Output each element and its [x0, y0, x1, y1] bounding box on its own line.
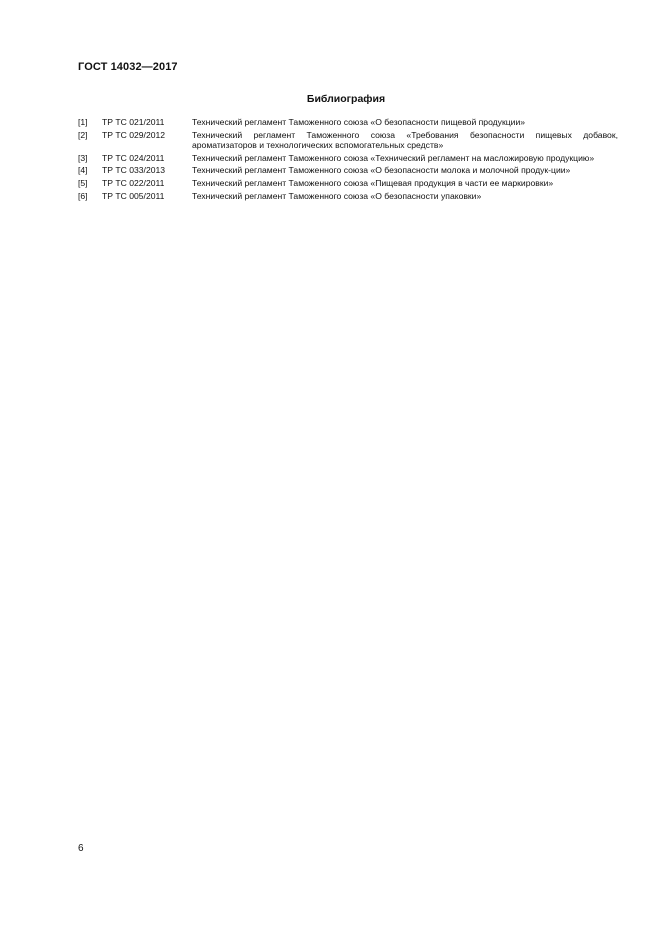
- entry-text: Технический регламент Таможенного союза «О безопасности пищевой продукции»: [192, 117, 526, 127]
- entry-number: [5]: [78, 177, 88, 188]
- entry-number: [4]: [78, 165, 88, 176]
- entry-code: ТР ТС 005/2011: [102, 190, 165, 201]
- entry-number: [3]: [78, 152, 88, 163]
- entry-code: ТР ТС 022/2011: [102, 177, 165, 188]
- entry-text: Технический регламент Таможенного союза «Технический регламент на масложировую продукцию»: [192, 152, 595, 163]
- bibliography-entry: [78, 191, 618, 202]
- entry-number: [6]: [78, 190, 88, 201]
- entry-code: ТР ТС 033/2013: [102, 165, 166, 176]
- section-title: Библиография: [306, 93, 386, 105]
- bibliography-entry: [78, 165, 618, 176]
- bibliography-list: [78, 117, 618, 203]
- entry-code: ТР ТС 024/2011: [102, 152, 165, 163]
- entry-text: Технический регламент Таможенного союза «О безопасности упаковки»: [192, 190, 482, 201]
- bibliography-entry: [78, 178, 618, 189]
- document-code: ГОСТ 14032—2017: [78, 61, 178, 73]
- page-number: 6: [78, 843, 84, 854]
- entry-text: Технический регламент Таможенного союза «Требования безопасности пищевых добавок, ароматизаторов и технологических вспомогательных средств»: [192, 129, 618, 151]
- entry-text: Технический регламент Таможенного союза «О безопасности молока и молочной продук-ции»: [192, 165, 571, 176]
- entry-number: [1]: [78, 117, 88, 127]
- bibliography-entry: [78, 117, 618, 128]
- bibliography-entry: [78, 130, 618, 151]
- entry-code: ТР ТС 029/2012: [102, 129, 166, 140]
- entry-code: ТР ТС 021/2011: [102, 117, 165, 127]
- bibliography-entry: [78, 153, 618, 164]
- entry-text: Технический регламент Таможенного союза «Пищевая продукция в части ее маркировки»: [192, 177, 554, 188]
- entry-number: [2]: [78, 129, 88, 140]
